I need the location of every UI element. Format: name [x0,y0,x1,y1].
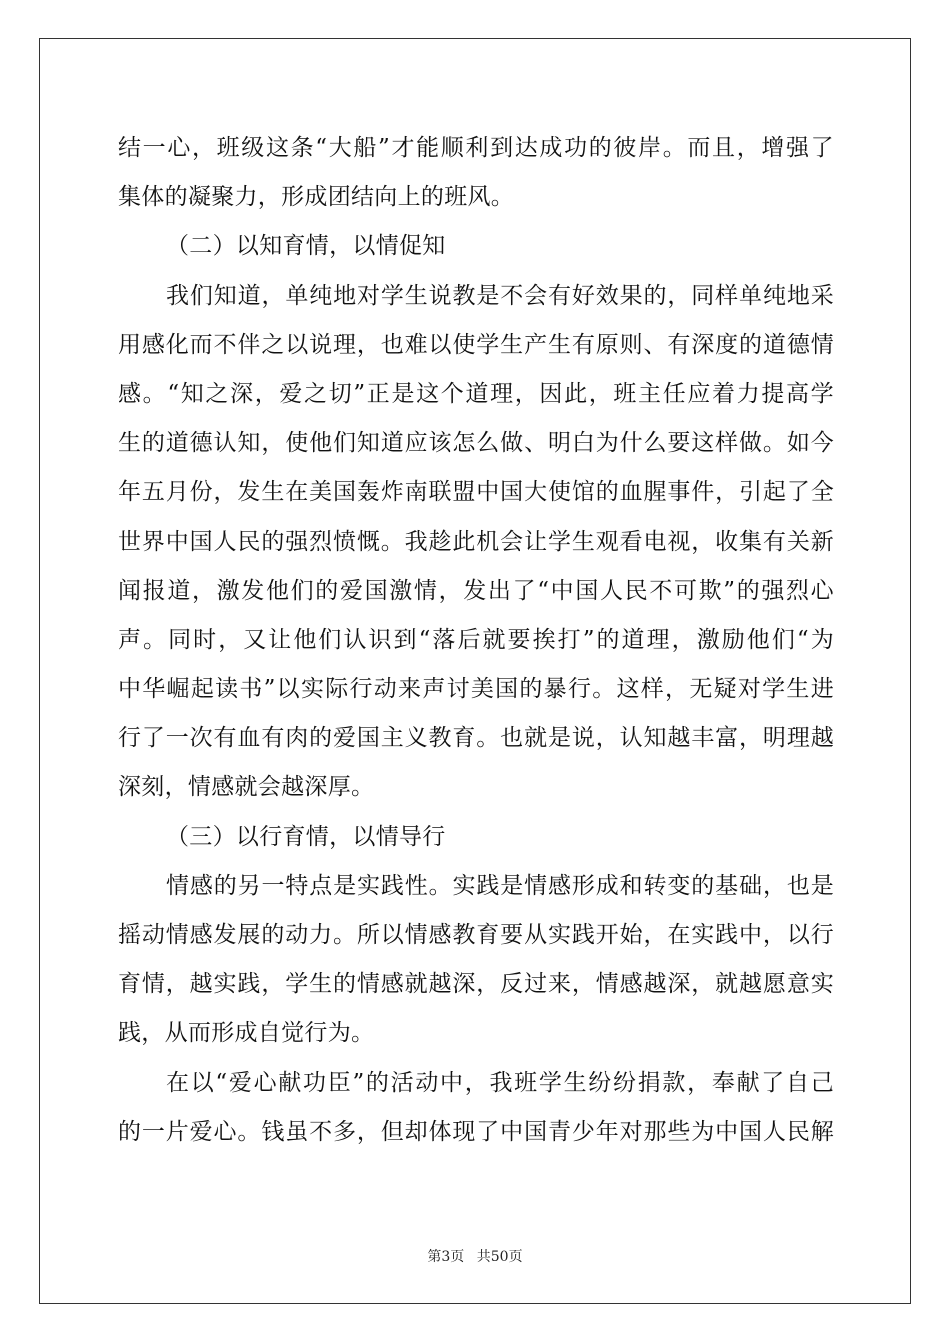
paragraph-line: 结一心，班级这条“大船”才能顺利到达成功的彼岸。而且，增强了 [118,135,834,161]
paragraph-line: 践，从而形成自觉行为。 [118,1020,375,1047]
page-footer [0,1246,950,1266]
paragraph-line: 世界中国人民的强烈愤慨。我趁此机会让学生观看电视，收集有关新 [118,528,834,555]
paragraph-line: 用感化而不伴之以说理，也难以使学生产生有原则、有深度的道德情 [118,331,834,358]
paragraph-line: 感。“知之深，爱之切”正是这个道理，因此，班主任应着力提高学 [118,380,834,407]
document-body [118,124,834,1157]
paragraph-line: 情感的另一特点是实践性。实践是情感形成和转变的基础，也是 [166,872,834,899]
paragraph-line: 生的道德认知，使他们知道应该怎么做、明白为什么要这样做。如今 [118,430,834,457]
page-number: 第3页 [427,1249,465,1265]
section-heading: （二）以知育情，以情促知 [166,233,446,260]
paragraph-line: 育情，越实践，学生的情感就越深，反过来，情感越深，就越愿意实 [118,971,834,998]
paragraph-line: 我们知道，单纯地对学生说教是不会有好效果的，同样单纯地采 [166,282,834,309]
paragraph-line: 年五月份，发生在美国轰炸南联盟中国大使馆的血腥事件，引起了全 [118,479,834,506]
paragraph-line: 声。同时，又让他们认识到“落后就要挨打”的道理，激励他们“为 [118,626,834,653]
paragraph-line: 深刻，情感就会越深厚。 [118,774,375,801]
paragraph-line: 摇动情感发展的动力。所以情感教育要从实践开始，在实践中，以行 [118,922,834,948]
paragraph-line: 在以“爱心献功臣”的活动中，我班学生纷纷捐款，奉献了自己 [166,1069,834,1096]
section-heading: （三）以行育情，以情导行 [166,823,446,850]
page-total: 共50页 [476,1249,523,1265]
paragraph-line: 集体的凝聚力，形成团结向上的班风。 [118,184,515,211]
paragraph-line: 闻报道，激发他们的爱国激情，发出了“中国人民不可欺”的强烈心 [118,577,834,604]
paragraph-line: 的一片爱心。钱虽不多，但却体现了中国青少年对那些为中国人民解 [118,1118,834,1145]
paragraph-line: 中华崛起读书”以实际行动来声讨美国的暴行。这样，无疑对学生进 [118,676,834,703]
paragraph-line: 行了一次有血有肉的爱国主义教育。也就是说，认知越丰富，明理越 [118,725,834,752]
